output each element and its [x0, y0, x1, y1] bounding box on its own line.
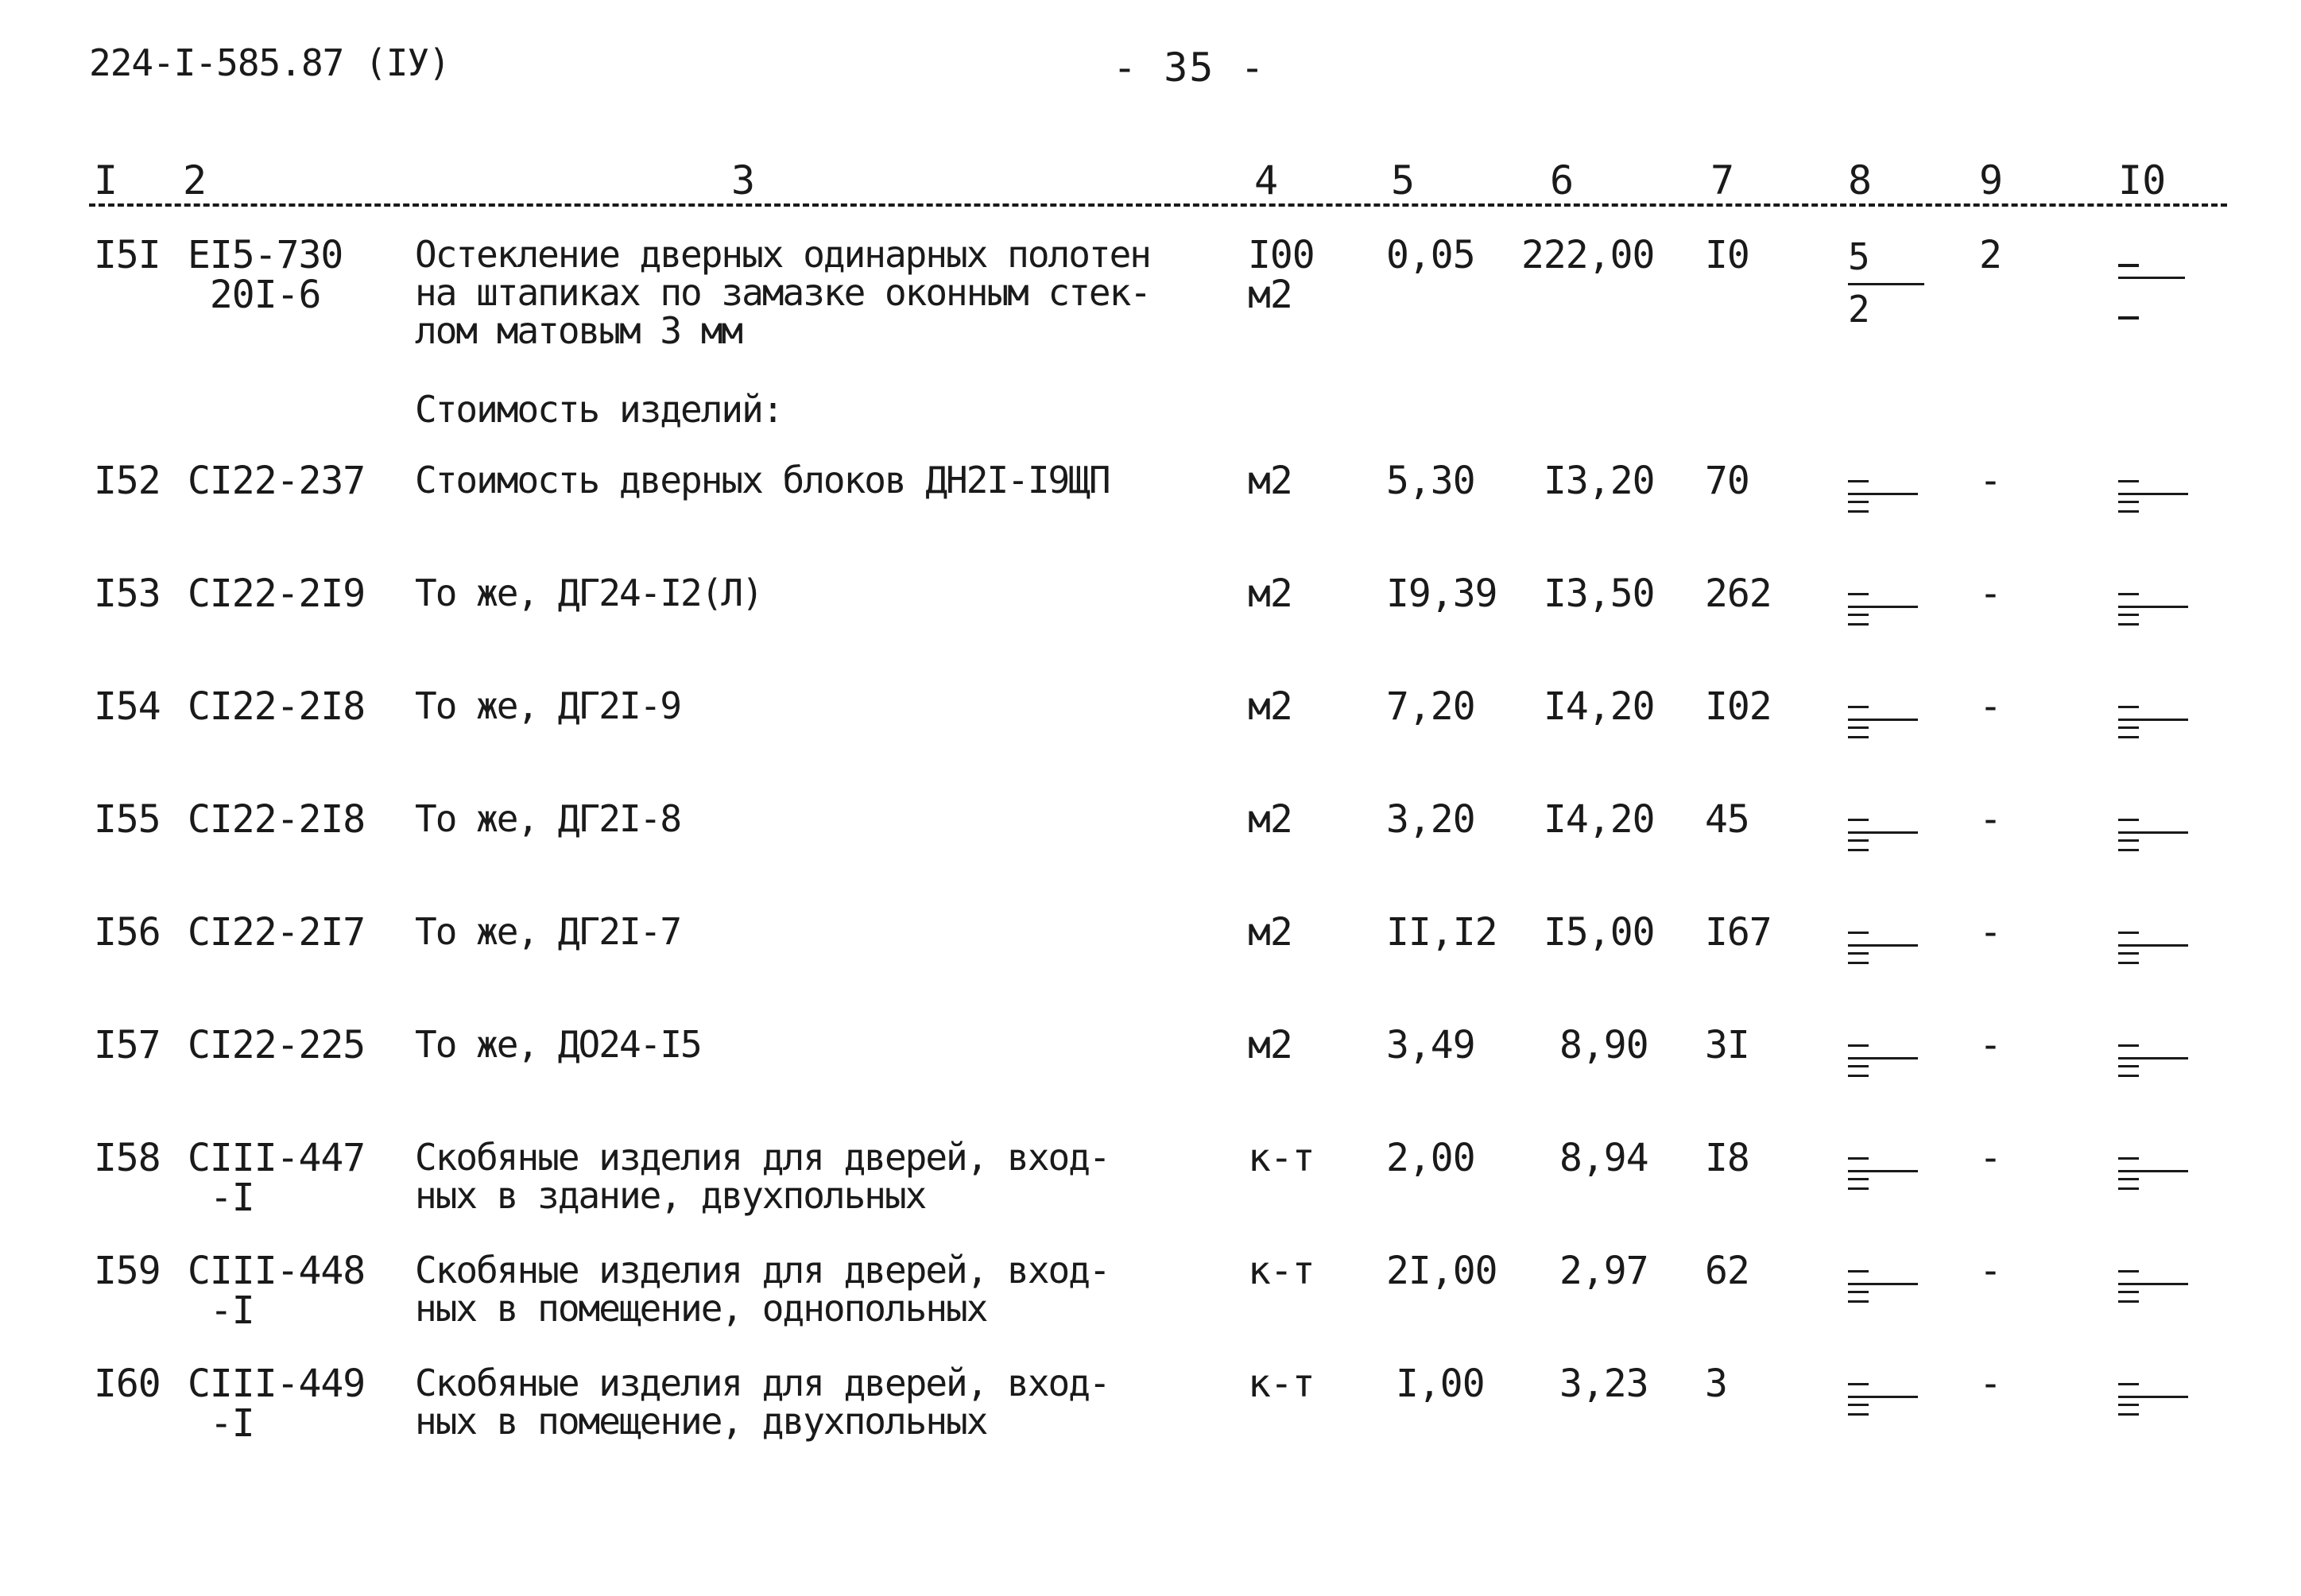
column-header-5: 5	[1391, 157, 1416, 203]
column-10-mark	[2118, 1372, 2190, 1427]
row-number: I5I	[94, 233, 161, 277]
column-header-2: 2	[183, 157, 207, 203]
row-total: 3	[1705, 1362, 1727, 1406]
row-number: I59	[94, 1249, 161, 1293]
row-column-9: -	[1979, 571, 2001, 616]
row-quantity: 5,30	[1386, 459, 1475, 503]
row-quantity: 2,00	[1386, 1136, 1475, 1180]
row-quantity: 7,20	[1386, 684, 1475, 729]
row-unit: м2	[1248, 910, 1292, 955]
column-10-dash-top	[2118, 264, 2139, 267]
row-price: I4,20	[1544, 684, 1655, 729]
row-number: I55	[94, 797, 161, 842]
column-8-mark	[1848, 469, 1919, 525]
row-unit: к-т	[1248, 1249, 1315, 1293]
section-label: Стоимость изделий:	[415, 388, 783, 431]
row-description: То же, ДГ24-I2(Л)	[415, 571, 762, 614]
column-10-mark	[2118, 1146, 2190, 1202]
row-code: CIII-447 -I	[188, 1136, 366, 1220]
column-10-mark	[2118, 469, 2190, 525]
row-code: CIII-449 -I	[188, 1362, 366, 1446]
row-description: Остекление дверных одинарных полотен на штапиках по замазке оконным стек- лом матовым 3 мм	[415, 233, 1150, 352]
column-8-mark	[1848, 920, 1919, 976]
row-description: То же, ДГ2I-8	[415, 797, 681, 840]
column-10-mark	[2118, 808, 2190, 863]
column-10-mark	[2118, 920, 2190, 976]
row-code: EI5-730 20I-6	[188, 233, 343, 317]
row-number: I57	[94, 1023, 161, 1067]
row-number: I60	[94, 1362, 161, 1406]
row-description: Скобяные изделия для дверей, вход- ных в помещение, двухпольных	[415, 1362, 1110, 1443]
row-number: I52	[94, 459, 161, 503]
column-10-mark	[2118, 1259, 2190, 1315]
row-price: I3,50	[1544, 571, 1655, 616]
column-header-3: 3	[731, 157, 756, 203]
row-total: I0	[1705, 233, 1749, 277]
column-8-mark	[1848, 808, 1919, 863]
row-unit: м2	[1248, 797, 1292, 842]
column-header-1: I	[94, 157, 118, 203]
row-quantity: II,I2	[1386, 910, 1497, 955]
row-total: 70	[1705, 459, 1749, 503]
header-rule	[89, 203, 2227, 207]
row-column-9: -	[1979, 1362, 2001, 1406]
row-price: I3,20	[1544, 459, 1655, 503]
row-description: То же, ДО24-I5	[415, 1023, 701, 1066]
row-price: 3,23	[1559, 1362, 1648, 1406]
row-quantity: 2I,00	[1386, 1249, 1497, 1293]
row-number: I58	[94, 1136, 161, 1180]
row-price: 8,94	[1559, 1136, 1648, 1180]
row-code: CI22-2I8	[188, 684, 366, 729]
column-10-dash-bottom	[2118, 316, 2139, 320]
row-quantity: I,00	[1396, 1362, 1485, 1406]
page-number: - 35 -	[1113, 45, 1266, 91]
row-code: CI22-237	[188, 459, 366, 503]
row-description: Скобяные изделия для дверей, вход- ных в здание, двухпольных	[415, 1136, 1110, 1217]
row-price: I5,00	[1544, 910, 1655, 955]
column-header-4: 4	[1254, 157, 1279, 203]
row-total: I02	[1705, 684, 1772, 729]
fraction-line	[1848, 283, 1924, 285]
row-description: То же, ДГ2I-9	[415, 684, 681, 727]
column-8-mark	[1848, 582, 1919, 637]
fraction-denominator: 2	[1848, 288, 1870, 331]
row-total: 262	[1705, 571, 1772, 616]
row-quantity: 3,20	[1386, 797, 1475, 842]
row-column-9: -	[1979, 797, 2001, 842]
row-code: CI22-2I9	[188, 571, 366, 616]
row-code: CIII-448 -I	[188, 1249, 366, 1333]
row-number: I56	[94, 910, 161, 955]
row-total: 45	[1705, 797, 1749, 842]
column-header-7: 7	[1710, 157, 1735, 203]
column-header-9: 9	[1979, 157, 2004, 203]
row-quantity: 3,49	[1386, 1023, 1475, 1067]
row-number: I54	[94, 684, 161, 729]
row-column-9: -	[1979, 1023, 2001, 1067]
row-description: Стоимость дверных блоков ДН2I-I9ЩП	[415, 459, 1110, 502]
column-header-6: 6	[1550, 157, 1575, 203]
column-8-mark	[1848, 695, 1919, 750]
column-10-mark	[2118, 695, 2190, 750]
row-quantity: 0,05	[1386, 233, 1475, 277]
row-description: То же, ДГ2I-7	[415, 910, 681, 953]
row-price: 2,97	[1559, 1249, 1648, 1293]
row-total: I67	[1705, 910, 1772, 955]
column-8-mark	[1848, 1033, 1919, 1089]
column-8-mark	[1848, 1259, 1919, 1315]
row-description: Скобяные изделия для дверей, вход- ных в помещение, однопольных	[415, 1249, 1110, 1330]
row-price: 222,00	[1521, 233, 1655, 277]
fraction-numerator: 5	[1848, 235, 1870, 278]
column-8-mark	[1848, 1146, 1919, 1202]
row-unit: м2	[1248, 571, 1292, 616]
column-header-8: 8	[1848, 157, 1873, 203]
row-total: 62	[1705, 1249, 1749, 1293]
row-unit: к-т	[1248, 1362, 1315, 1406]
row-column-9: -	[1979, 1136, 2001, 1180]
row-code: CI22-2I8	[188, 797, 366, 842]
row-total: 3I	[1705, 1023, 1749, 1067]
row-quantity: I9,39	[1386, 571, 1497, 616]
row-unit: I00 м2	[1248, 233, 1315, 317]
row-column-9: -	[1979, 1249, 2001, 1293]
row-price: 8,90	[1559, 1023, 1648, 1067]
document-code: 224-I-585.87 (IУ)	[89, 41, 450, 84]
row-unit: м2	[1248, 684, 1292, 729]
row-total: I8	[1705, 1136, 1749, 1180]
column-8-mark	[1848, 1372, 1919, 1427]
row-code: CI22-225	[188, 1023, 366, 1067]
column-header-10: I0	[2118, 157, 2167, 203]
row-code: CI22-2I7	[188, 910, 366, 955]
row-unit: к-т	[1248, 1136, 1315, 1180]
row-column-9: -	[1979, 459, 2001, 503]
row-column-9: -	[1979, 910, 2001, 955]
row-column-9: -	[1979, 684, 2001, 729]
row-unit: м2	[1248, 459, 1292, 503]
column-10-mark	[2118, 582, 2190, 637]
row-price: I4,20	[1544, 797, 1655, 842]
row-unit: м2	[1248, 1023, 1292, 1067]
row-number: I53	[94, 571, 161, 616]
row-column-9: 2	[1979, 233, 2001, 277]
column-10-mark	[2118, 1033, 2190, 1089]
column-10-bar	[2118, 277, 2185, 279]
